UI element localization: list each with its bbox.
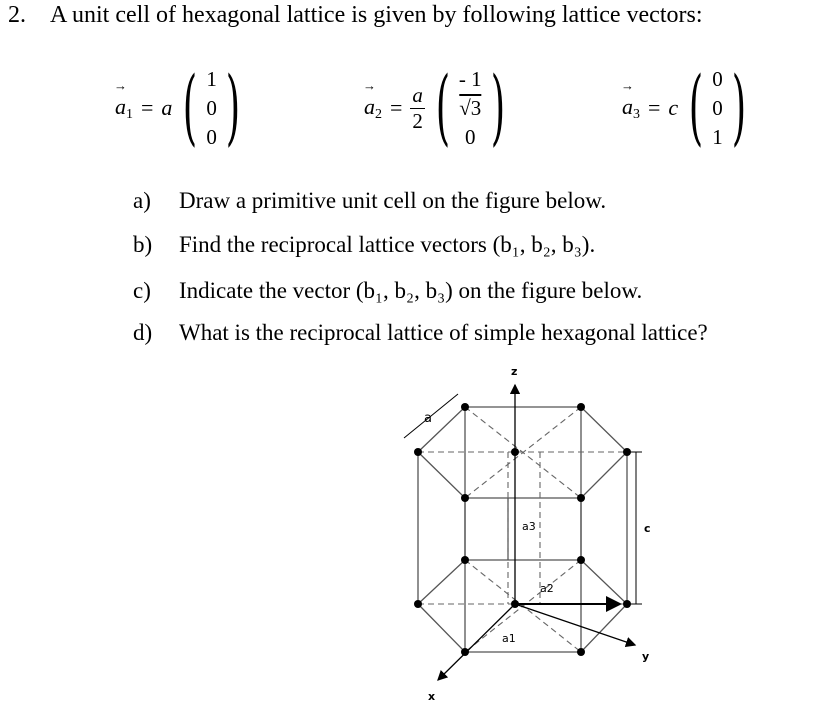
a2-components: - 1 √3 0 (458, 66, 482, 149)
a1-components: 1 0 0 (206, 66, 217, 149)
item-a: a) Draw a primitive unit cell on the figure below. (133, 188, 607, 213)
y-axis-label: y (642, 650, 650, 663)
vector-a3-equation: → $a_3$ = c ( 0 0 1 ) (622, 58, 755, 158)
a3-components: 0 0 1 (712, 66, 723, 149)
x-axis-label: x (428, 690, 436, 703)
a2-symbol: → $a_2$ (364, 94, 382, 123)
item-d: d) What is the reciprocal lattice of simple hexagonal lattice? (133, 320, 708, 345)
a1-label: a1 (502, 632, 516, 645)
a1-symbol: → $a_1$ (115, 94, 133, 123)
question-text: A unit cell of hexagonal lattice is given by following lattice vectors: (50, 2, 703, 28)
item-b: b) Find the reciprocal lattice vectors (b₁, b₂, b₃). (133, 232, 596, 257)
a2-coef-fraction: $\frac{a}{2}$ (412, 82, 423, 133)
a2-equals: = (390, 95, 403, 120)
item-c: c) Indicate the vector (b₁, b₂, b₃) on the figure below. (133, 278, 643, 303)
a1-equals: = (141, 95, 154, 120)
y-axis (515, 604, 635, 645)
a3-equals: = (648, 95, 661, 120)
a1-coef: a (161, 95, 173, 120)
a3-coef: c (668, 95, 679, 120)
z-axis-label: z (511, 365, 518, 378)
a-dimension-label: a (424, 411, 432, 426)
question-number: 2. (8, 2, 26, 28)
a3-label: a3 (522, 520, 536, 533)
a3-symbol: → $a_3$ (622, 94, 640, 123)
hexagonal-lattice-figure (390, 360, 670, 710)
vector-a1-equation: → $a_1$ = a ( 1 0 0 ) (115, 58, 249, 158)
vector-a2-equation: → $a_2$ = $\frac{a}{2}$ ( - 1 √3 0 ) (364, 58, 514, 158)
a2-label: a2 (540, 582, 554, 595)
c-dimension-label: c (644, 522, 651, 535)
